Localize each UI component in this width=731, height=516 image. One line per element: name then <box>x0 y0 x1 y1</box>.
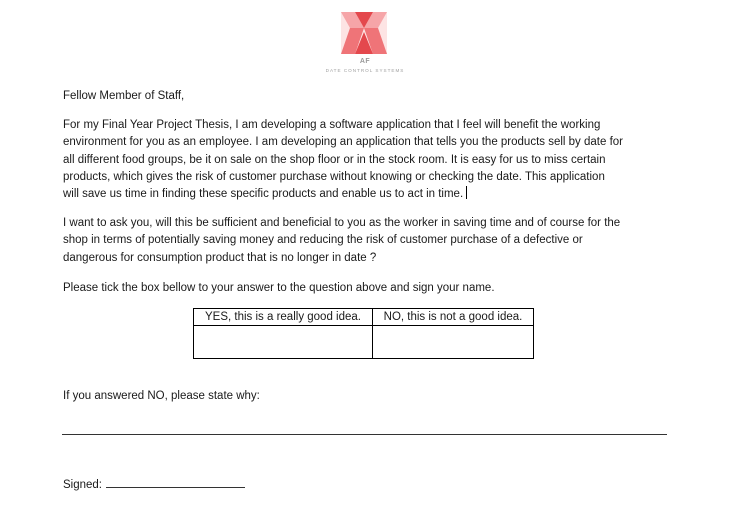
paragraph-question-line: shop in terms of potentially saving money and reducing the risk of customer purchase of a defective or <box>63 234 583 247</box>
no-header: NO, this is not a good idea. <box>373 309 534 326</box>
answer-table <box>193 308 534 359</box>
paragraph-question-line: I want to ask you, will this be sufficient and beneficial to you as the worker in saving time and of course for the <box>63 217 621 229</box>
af-logo-icon <box>341 12 387 54</box>
paragraph-intro-line: all different food groups, be it on sale on the shop floor or in the stock room. It is easy for us to miss certain <box>63 153 606 166</box>
paragraph-intro-line: For my Final Year Project Thesis, I am developing a software application that I feel will benefit the working <box>63 119 601 131</box>
yes-tick-box[interactable] <box>194 326 373 359</box>
paragraph-intro-line: environment for you as an employee. I am developing an application that tells you the products sell by date for <box>63 136 623 149</box>
no-reason-prompt: If you answered NO, please state why: <box>63 390 260 402</box>
no-tick-box[interactable] <box>373 326 534 359</box>
signature-row <box>63 476 245 494</box>
paragraph-intro <box>63 117 623 203</box>
paragraph-question-line: dangerous for consumption product that is no longer in date ? <box>63 251 377 264</box>
logo-subtitle: DATE CONTROL SYSTEMS <box>325 68 405 73</box>
instruction-text: Please tick the box bellow to your answer to the question above and sign your name. <box>63 282 495 294</box>
paragraph-question <box>63 215 620 267</box>
signature-line[interactable] <box>106 476 245 488</box>
salutation: Fellow Member of Staff, <box>63 90 185 102</box>
answer-header-row <box>194 309 534 326</box>
no-reason-line[interactable] <box>62 434 667 435</box>
paragraph-intro-last-line <box>63 186 623 203</box>
paragraph-intro-line: products, which gives the risk of customer purchase without knowing or checking the date. This application <box>63 170 605 183</box>
text-cursor <box>466 186 467 199</box>
logo-title: AF <box>359 58 371 65</box>
answer-box-row <box>194 326 534 359</box>
yes-header: YES, this is a really good idea. <box>194 309 373 326</box>
signature-label: Signed: <box>63 479 103 491</box>
paragraph-intro-line: will save us time in finding these specific products and enable us to act in time. <box>63 188 464 201</box>
